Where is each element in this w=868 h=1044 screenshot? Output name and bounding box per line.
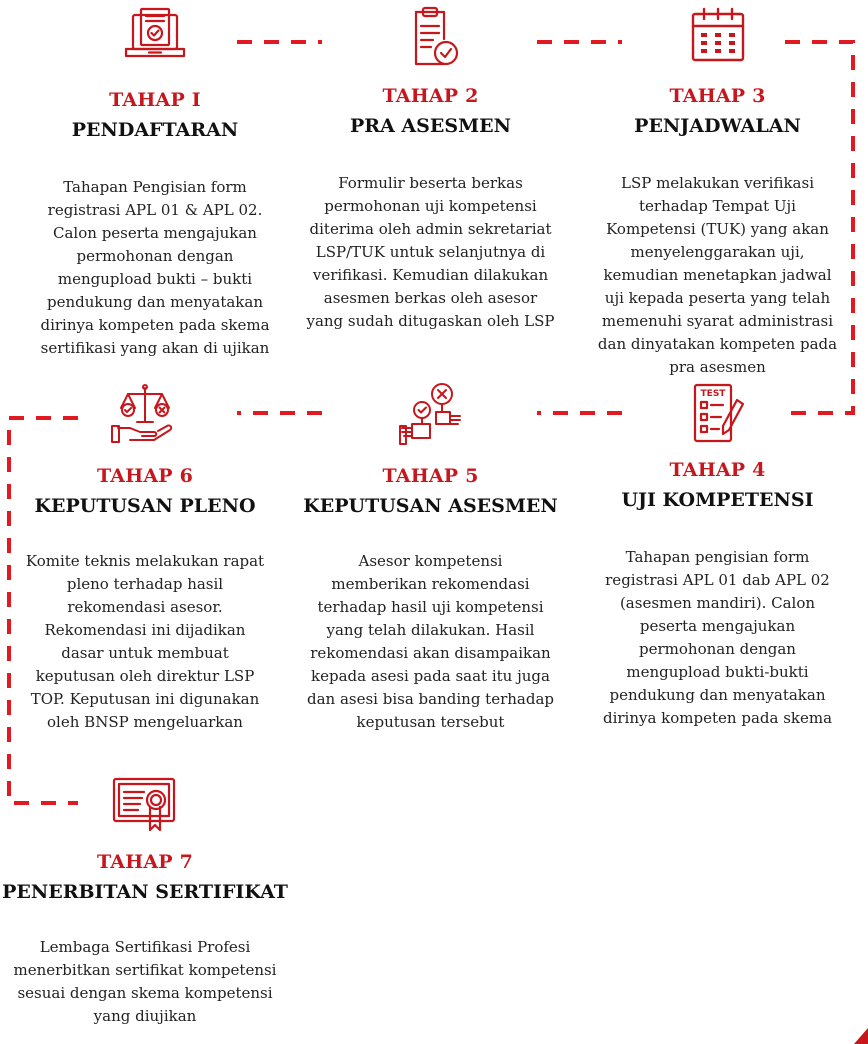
step-5-description: Asesor kompetensi memberikan rekomendasi terhadap hasil uji kompetensi yang telah dilakukan. Hasil rekomendasi akan disampaikan kepada asesi pada saat itu juga dan asesi bisa banding terhadap keputusan tersebut (306, 552, 555, 731)
step-6 (0, 382, 290, 734)
step-1-description: Tahapan Pengisian form registrasi APL 01 & APL 02. Calon peserta mengajukan permohonan dengan mengupload bukti – bukti pendukung dan menyatakan dirinya kompeten pada skema sertifikasi yang akan di ujikan (40, 178, 270, 357)
step-3-description: LSP melakukan verifikasi terhadap Tempat Uji Kompetensi (TUK) yang akan menyelenggarakan uji, kemudian menetapkan jadwal uji kepada peserta yang telah memenuhi syarat administrasi dan dinyatakan kompeten pada pra asesmen (597, 174, 838, 376)
step-1-number: TAHAP I (109, 89, 201, 111)
step-1 (10, 6, 300, 360)
step-2-title: PRA ASESMEN (350, 115, 511, 137)
step-3-title: PENJADWALAN (634, 115, 801, 137)
test-icon-label: TEST (700, 389, 725, 399)
laptop-checklist-icon (122, 6, 188, 66)
step-2-description: Formulir beserta berkas permohonan uji kompetensi diterima oleh admin sekretariat LSP/TUK untuk selanjutnya di verifikasi. Kemudian dilakukan asesmen berkas oleh asesor yang sudah ditugaskan oleh LSP (306, 174, 555, 330)
clipboard-check-icon (398, 6, 464, 70)
step-4-number: TAHAP 4 (669, 459, 766, 481)
step-6-title: KEPUTUSAN PLENO (34, 495, 256, 517)
corner-accent (848, 1024, 868, 1044)
step-7-title: PENERBITAN SERTIFIKAT (2, 881, 288, 903)
calendar-icon (685, 6, 751, 66)
step-6-number: TAHAP 6 (96, 465, 194, 487)
step-5-title: KEPUTUSAN ASESMEN (303, 495, 558, 517)
step-4-title: UJI KOMPETENSI (621, 489, 814, 511)
step-2-number: TAHAP 2 (382, 85, 479, 107)
step-7 (0, 776, 290, 1028)
step-3 (575, 6, 860, 379)
step-1-title: PENDAFTARAN (71, 119, 239, 141)
step-7-number: TAHAP 7 (96, 851, 194, 873)
test-sheet-icon (685, 382, 751, 446)
balance-scale-hand-icon (110, 382, 180, 446)
hands-check-cross-icon (396, 380, 466, 448)
step-5 (288, 380, 573, 734)
step-5-number: TAHAP 5 (382, 465, 479, 487)
step-2 (288, 6, 573, 333)
step-3-number: TAHAP 3 (669, 85, 766, 107)
certificate-icon (110, 776, 180, 834)
step-4-description: Tahapan pengisian form registrasi APL 01 dab APL 02 (asesmen mandiri). Calon peserta mengajukan permohonan dengan mengupload bukti-bukti pendukung dan menyatakan dirinya kompeten pada skema (602, 548, 833, 727)
step-4 (575, 382, 860, 730)
step-6-description: Komite teknis melakukan rapat pleno terhadap hasil rekomendasi asesor. Rekomendasi ini dijadikan dasar untuk membuat keputusan oleh direktur LSP TOP. Keputusan ini digunakan oleh BNSP mengeluarkan (25, 552, 265, 731)
step-7-description: Lembaga Sertifikasi Profesi menerbitkan sertifikat kompetensi sesuai dengan skema kompetensi yang diujikan (13, 938, 277, 1025)
